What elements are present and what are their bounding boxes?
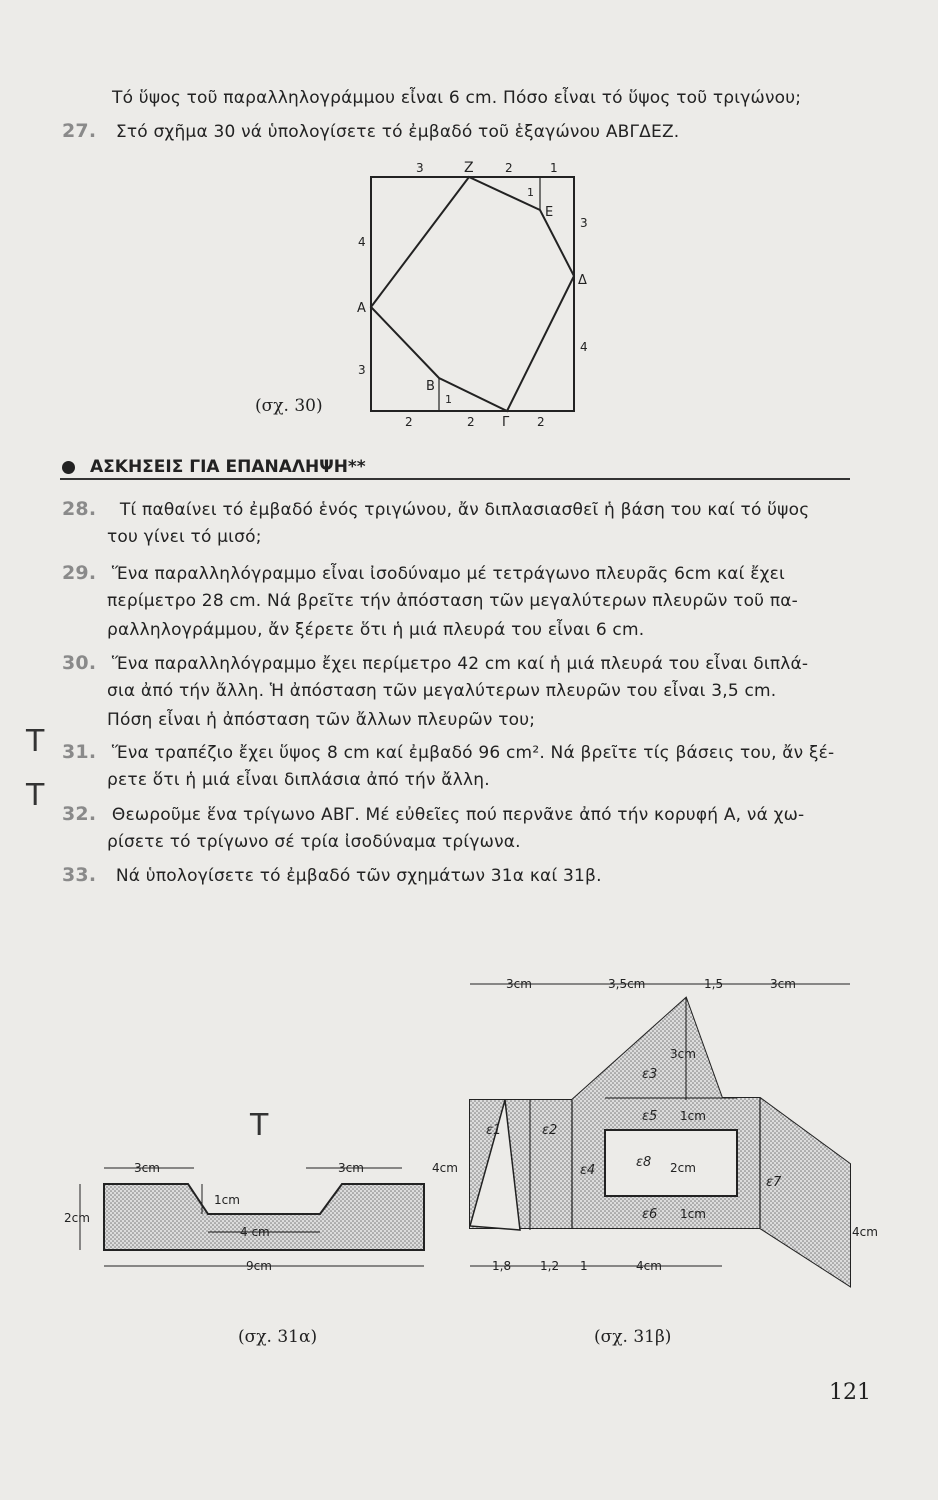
fig31b-region-e5: ε5 — [642, 1109, 658, 1124]
fig30-label-d: Δ — [578, 273, 587, 288]
page-number: 121 — [829, 1380, 871, 1405]
exercise-29-line-3: ραλληλογράμμου, ἄν ξέρετε ὅτι ἡ μιά πλευρά του εἶναι 6 cm. — [107, 620, 645, 640]
exercise-number: 28. — [62, 498, 97, 520]
fig31a-dim-9cm: 9cm — [246, 1259, 272, 1273]
exercise-28 — [62, 498, 809, 520]
fig31b-inner-1cm-top: 1cm — [680, 1109, 706, 1123]
fig31a-caption: (σχ. 31α) — [238, 1327, 318, 1347]
fig30-caption: (σχ. 30) — [255, 396, 323, 416]
fig30-left-4: 4 — [358, 235, 366, 249]
fig30-label-e: Ε — [545, 205, 554, 220]
fig31a-dim-3cm-left: 3cm — [134, 1161, 160, 1175]
fig30-inner-1: 1 — [527, 186, 534, 199]
exercise-32-line-2: ρίσετε τό τρίγωνο σέ τρία ἰσοδύναμα τρίγωνα. — [107, 832, 521, 852]
fig31b-bottom-1: 1 — [580, 1259, 588, 1273]
exercise-27 — [62, 120, 679, 142]
handwritten-mark: T — [26, 724, 45, 759]
fig31a-dim-3cm-right: 3cm — [338, 1161, 364, 1175]
fig30-right-3: 3 — [580, 216, 588, 230]
figure-31a — [60, 1140, 430, 1290]
fig30-top-1: 1 — [550, 161, 558, 175]
exercise-text: Στό σχῆμα 30 νά ὑπολογίσετε τό ἐμβαδό τοῦ ἑξαγώνου ΑΒΓΔΕΖ. — [115, 122, 680, 142]
exercise-30 — [62, 652, 808, 674]
exercise-31 — [62, 741, 834, 763]
fig30-inner-1b: 1 — [445, 393, 452, 406]
fig30-bottom-2a: 2 — [405, 415, 413, 429]
exercise-number: 31. — [62, 741, 97, 763]
fig30-top-2: 2 — [505, 161, 513, 175]
fig31b-inner-2cm: 2cm — [670, 1161, 696, 1175]
exercise-30-line-3: Πόση εἶναι ἡ ἀπόσταση τῶν ἄλλων πλευρῶν του; — [107, 710, 536, 730]
fig31b-region-e7: ε7 — [766, 1175, 782, 1190]
section-title: ΑΣΚΗΣΕΙΣ ΓΙΑ ΕΠΑΝΑΛΗΨΗ** — [90, 457, 366, 477]
fig31b-region-e2: ε2 — [542, 1123, 558, 1138]
fig30-square — [371, 177, 574, 411]
exercise-text: Ἕνα παραλληλόγραμμο ἔχει περίμετρο 42 cm καί ἡ μιά πλευρά του εἶναι διπλά- — [111, 654, 809, 674]
fig31b-bottom-18: 1,8 — [492, 1259, 512, 1273]
exercise-text: Τί παθαίνει τό ἐμβαδό ἑνός τριγώνου, ἄν διπλασιασθεῖ ἡ βάση του καί τό ὕψος — [119, 500, 810, 520]
exercise-30-line-2: σια ἀπό τήν ἄλλη. Ἡ ἀπόσταση τῶν μεγαλύτερων πλευρῶν του εἶναι 3,5 cm. — [107, 681, 777, 701]
fig31b-top-15: 1,5 — [704, 977, 724, 991]
fig31b-top-35cm: 3,5cm — [608, 977, 646, 991]
fig30-hexagon — [371, 177, 574, 411]
exercise-text: Ἕνα παραλληλόγραμμο εἶναι ἰσοδύναμο μέ τετράγωνο πλευρᾶς 6cm καί ἔχει — [111, 564, 785, 584]
fig30-bottom-2c: 2 — [537, 415, 545, 429]
figure-31b — [430, 968, 890, 1288]
fig31b-bottom-4cm: 4cm — [636, 1259, 662, 1273]
exercise-number: 29. — [62, 562, 97, 584]
handwritten-mark: T — [26, 778, 45, 813]
fig30-label-a: Α — [357, 301, 366, 316]
section-rule — [60, 478, 850, 480]
handwritten-mark: T — [250, 1108, 269, 1143]
fig30-bottom-2b: 2 — [467, 415, 475, 429]
fig30-right-4: 4 — [580, 340, 588, 354]
exercise-number: 30. — [62, 652, 97, 674]
fig31a-dim-4cm: 4 cm — [240, 1225, 270, 1239]
exercise-number: 27. — [62, 120, 97, 142]
intro-text: Τό ὕψος τοῦ παραλληλογράμμου εἶναι 6 cm. Πόσο εἶναι τό ὕψος τοῦ τριγώνου; — [112, 88, 802, 108]
fig31a-dim-2cm: 2cm — [64, 1211, 90, 1225]
fig31b-inner-1cm-bottom: 1cm — [680, 1207, 706, 1221]
exercise-33 — [62, 864, 602, 886]
fig31b-left-4cm: 4cm — [432, 1161, 458, 1175]
fig30-label-g: Γ — [502, 415, 510, 430]
exercise-text: Θεωροῦμε ἕνα τρίγωνο ΑΒΓ. Μέ εὐθεῖες πού περνᾶνε ἀπό τήν κορυφή Α, νά χω- — [111, 805, 805, 825]
fig31b-top-3cm: 3cm — [506, 977, 532, 991]
fig31b-region-e4: ε4 — [580, 1163, 596, 1178]
fig31b-region-e3: ε3 — [642, 1067, 658, 1082]
exercise-number: 33. — [62, 864, 97, 886]
exercise-29-line-2: περίμετρο 28 cm. Νά βρεῖτε τήν ἀπόσταση τῶν μεγαλύτερων πλευρῶν τοῦ πα- — [107, 591, 798, 611]
fig30-label-b: Β — [426, 379, 435, 394]
fig31b-region-e6: ε6 — [642, 1207, 658, 1222]
fig30-label-z: Ζ — [464, 160, 474, 176]
fig31b-region-e1: ε1 — [486, 1123, 502, 1138]
fig31b-bottom-12: 1,2 — [540, 1259, 560, 1273]
fig31b-region-e8: ε8 — [636, 1155, 652, 1170]
exercise-29 — [62, 562, 785, 584]
exercise-text: Νά ὑπολογίσετε τό ἐμβαδό τῶν σχημάτων 31α καί 31β. — [115, 866, 602, 886]
fig31a-shape — [104, 1184, 424, 1250]
fig30-top-3: 3 — [416, 161, 424, 175]
exercise-text: Ἕνα τραπέζιο ἔχει ὕψος 8 cm καί ἐμβαδό 96 cm². Νά βρεῖτε τίς βάσεις του, ἄν ξέ- — [111, 743, 835, 763]
fig31b-caption: (σχ. 31β) — [594, 1327, 672, 1347]
fig31b-right-4cm: 4cm — [852, 1225, 878, 1239]
exercise-31-line-2: ρετε ὅτι ἡ μιά εἶναι διπλάσια ἀπό τήν ἄλλη. — [107, 770, 490, 790]
fig31b-inner-3cm: 3cm — [670, 1047, 696, 1061]
fig31a-dim-1cm: 1cm — [214, 1193, 240, 1207]
fig31b-top-3cm-right: 3cm — [770, 977, 796, 991]
exercise-number: 32. — [62, 803, 97, 825]
bullet-icon — [62, 461, 75, 474]
fig30-left-3: 3 — [358, 363, 366, 377]
exercise-32 — [62, 803, 804, 825]
exercise-28-line-2: του γίνει τό μισό; — [107, 527, 262, 547]
